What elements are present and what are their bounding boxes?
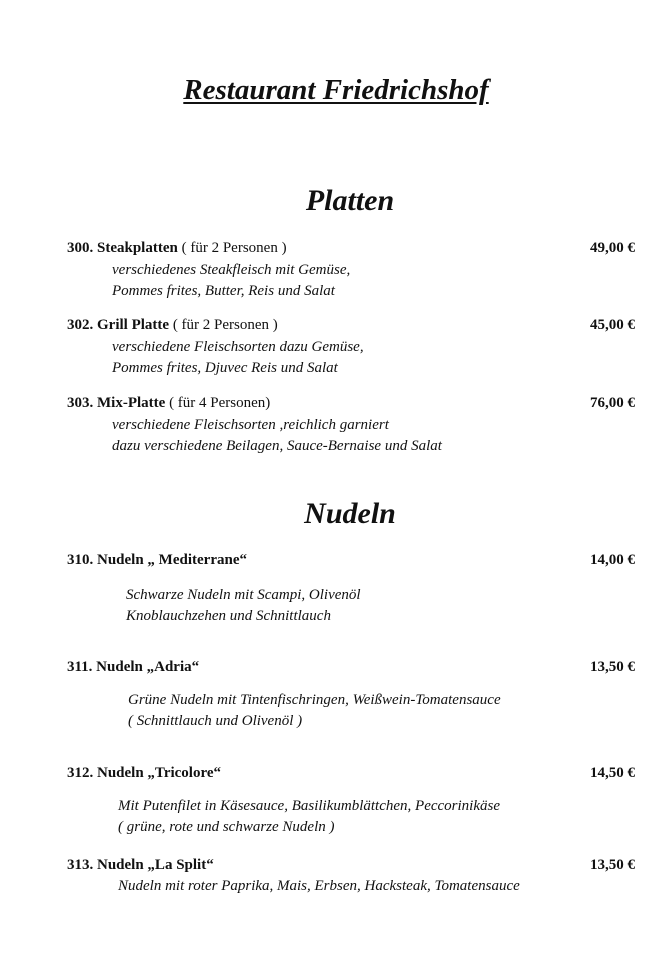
description-line: Pommes frites, Djuvec Reis und Salat [112, 360, 338, 376]
item-name: 300. Steakplatten ( für 2 Personen ) [67, 240, 287, 256]
item-price: 13,50 € [590, 659, 635, 675]
description-line: verschiedenes Steakfleisch mit Gemüse, [112, 262, 351, 278]
description-line: verschiedene Fleischsorten ,reichlich garniert [112, 417, 389, 433]
item-name: 312. Nudeln „Tricolore“ [67, 765, 222, 781]
description-line: Grüne Nudeln mit Tintenfischringen, Weißwein-Tomatensauce [128, 692, 501, 708]
description-line: Pommes frites, Butter, Reis und Salat [112, 283, 335, 299]
menu-item-311 [67, 659, 635, 679]
item-name: 313. Nudeln „La Split“ [67, 857, 214, 873]
item-price: 49,00 € [590, 240, 635, 256]
item-note: ( für 2 Personen ) [172, 317, 278, 333]
item-description [118, 796, 500, 838]
item-name: 310. Nudeln „ Mediterrane“ [67, 552, 247, 568]
item-note: ( für 2 Personen ) [181, 240, 287, 256]
section-heading-nudeln: Nudeln [304, 497, 396, 530]
item-price: 14,50 € [590, 765, 635, 781]
item-note: ( für 4 Personen) [169, 395, 271, 411]
menu-item-313 [67, 857, 635, 877]
item-price: 45,00 € [590, 317, 635, 333]
item-price: 76,00 € [590, 395, 635, 411]
menu-item-310 [67, 552, 635, 572]
restaurant-title: Restaurant Friedrichshof [183, 74, 489, 106]
description-line: ( grüne, rote und schwarze Nudeln ) [118, 819, 335, 835]
menu-item-302 [67, 317, 635, 337]
item-description [112, 260, 350, 302]
menu-item-303 [67, 395, 635, 415]
description-line: Nudeln mit roter Paprika, Mais, Erbsen, Hacksteak, Tomatensauce [118, 878, 520, 894]
item-description [118, 876, 520, 897]
item-name: 302. Grill Platte ( für 2 Personen ) [67, 317, 278, 333]
description-line: ( Schnittlauch und Olivenöl ) [128, 713, 303, 729]
menu-item-300 [67, 240, 635, 260]
item-description [128, 690, 501, 732]
item-price: 13,50 € [590, 857, 635, 873]
item-description [126, 585, 361, 627]
description-line: Mit Putenfilet in Käsesauce, Basilikumblättchen, Peccorinikäse [118, 798, 500, 814]
item-description [112, 337, 364, 379]
item-name: 303. Mix-Platte ( für 4 Personen) [67, 395, 271, 411]
section-heading-platten: Platten [305, 184, 395, 217]
item-name: 311. Nudeln „Adria“ [67, 659, 200, 675]
menu-item-312 [67, 765, 635, 785]
item-price: 14,00 € [590, 552, 635, 568]
description-line: Knoblauchzehen und Schnittlauch [126, 608, 331, 624]
description-line: verschiedene Fleischsorten dazu Gemüse, [112, 339, 364, 355]
description-line: dazu verschiedene Beilagen, Sauce-Bernaise und Salat [112, 438, 442, 454]
item-description [112, 415, 442, 457]
description-line: Schwarze Nudeln mit Scampi, Olivenöl [126, 587, 361, 603]
